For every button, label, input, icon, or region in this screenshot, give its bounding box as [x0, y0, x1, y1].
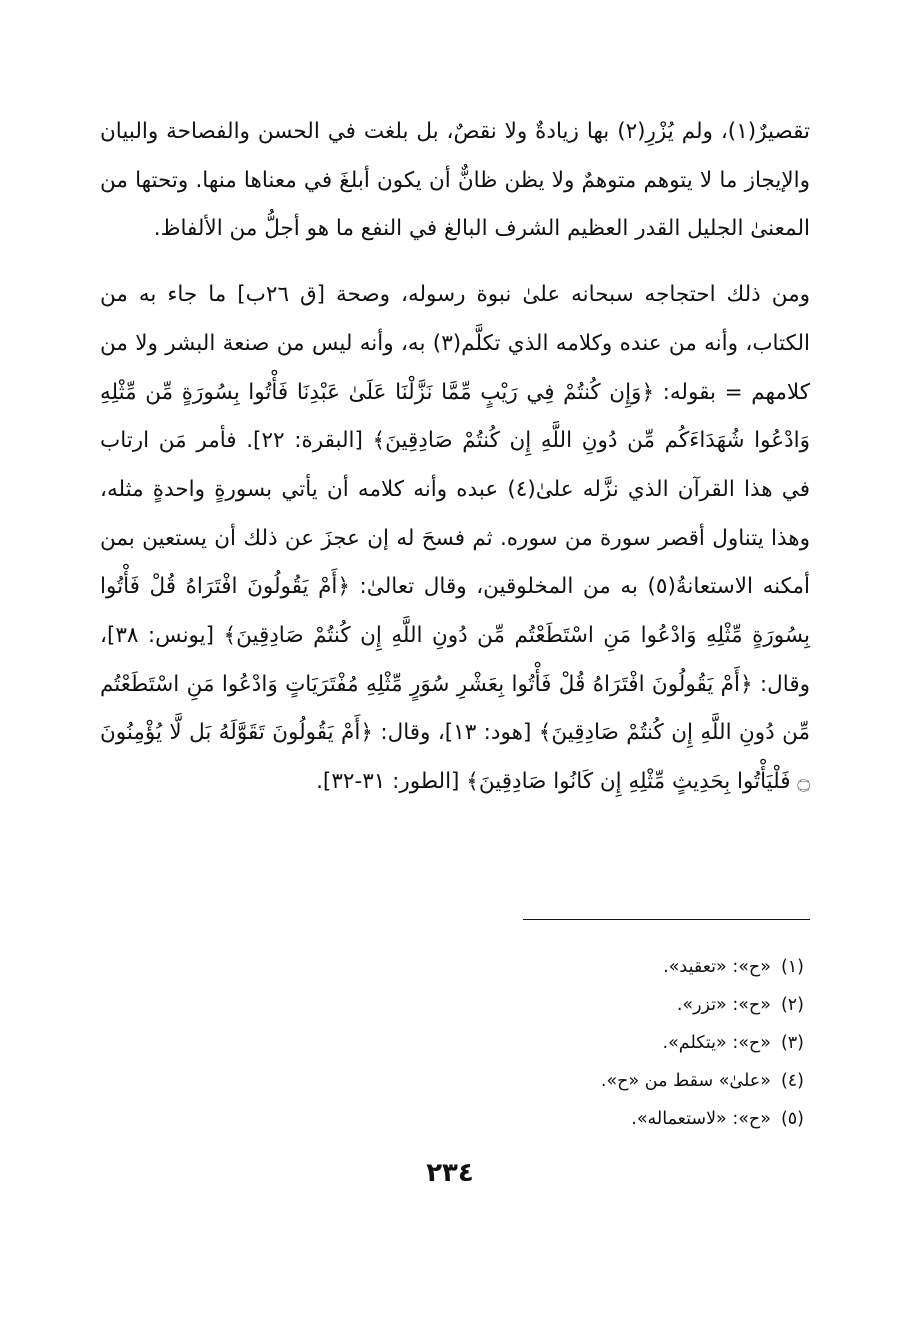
- footnote: [104, 1024, 804, 1062]
- footnotes-list: [104, 948, 804, 1138]
- footnote-number: (١): [780, 957, 804, 977]
- footnote: [104, 986, 804, 1024]
- footnote: [104, 1062, 804, 1100]
- footnote: [104, 1100, 804, 1138]
- footnote-number: (٣): [780, 1033, 804, 1053]
- page-body: [100, 108, 810, 807]
- footnote-text: «ح»: «تعقيد».: [663, 957, 771, 977]
- footnote-text: «علىٰ» سقط من «ح».: [600, 1071, 771, 1091]
- footnote-number: (٢): [780, 995, 804, 1015]
- footnote-text: «ح»: «تزر».: [676, 995, 771, 1015]
- body-paragraph-1: تقصيرٌ(١)، ولم يُزْرِ(٢) بها زيادةٌ ولا نقصٌ، بل بلغت في الحسن والفصاحة والبيان والإيجاز ما لا يتوهم متوهمٌ ولا يظن ظانٌّ أن يكون أبلغَ في معناها منها. وتحتها من المعنىٰ الجليل القدر العظيم الشرف البالغ في النفع ما هو أجلُّ من الألفاظ.: [100, 119, 810, 242]
- footnote-separator: [523, 919, 810, 920]
- footnote-number: (٥): [780, 1109, 804, 1129]
- footnote-text: «ح»: «يتكلم».: [662, 1033, 771, 1053]
- footnote-text: «ح»: «لاستعماله».: [631, 1109, 771, 1129]
- footnote: [104, 948, 804, 986]
- page-number: ٢٣٤: [426, 1158, 474, 1188]
- footnote-number: (٤): [780, 1071, 804, 1091]
- body-paragraph-2: ومن ذلك احتجاجه سبحانه علىٰ نبوة رسوله، وصحة [ق ٢٦ب] ما جاء به من الكتاب، وأنه من عنده وكلامه الذي تكلَّم(٣) به، وأنه ليس من صنعة البشر ولا من كلامهم = بقوله: ﴿وَإِن كُنتُمْ فِي رَيْبٍ مِّمَّا نَزَّلْنَا عَلَىٰ عَبْدِنَا فَأْتُوا بِسُورَةٍ مِّن مِّثْلِهِ وَادْعُوا شُهَدَاءَكُم مِّن دُونِ اللَّهِ إِن كُنتُمْ صَادِقِينَ﴾ [البقرة: ٢٢]. فأمر مَن ارتاب في هذا القرآن الذي نزَّله علىٰ(٤) عبده وأنه كلامه أن يأتي بسورةٍ واحدةٍ مثله، وهذا يتناول أقصر سورة من سوره. ثم فسحَ له إن عجزَ عن ذلك أن يستعين بمن أمكنه الاستعانةُ(٥) به من المخلوقين، وقال تعالىٰ: ﴿أَمْ يَقُولُونَ افْتَرَاهُ قُلْ فَأْتُوا بِسُورَةٍ مِّثْلِهِ وَادْعُوا مَنِ اسْتَطَعْتُم مِّن دُونِ اللَّهِ إِن كُنتُمْ صَادِقِينَ﴾ [يونس: ٣٨]، وقال: ﴿أَمْ يَقُولُونَ افْتَرَاهُ قُلْ فَأْتُوا بِعَشْرِ سُوَرٍ مِّثْلِهِ مُفْتَرَيَاتٍ وَادْعُوا مَنِ اسْتَطَعْتُم مِّن دُونِ اللَّهِ إِن كُنتُمْ صَادِقِينَ﴾ [هود: ١٣]، وقال: ﴿أَمْ يَقُولُونَ تَقَوَّلَهُ بَل لَّا يُؤْمِنُونَ ۝ فَلْيَأْتُوا بِحَدِيثٍ مِّثْلِهِ إِن كَانُوا صَادِقِينَ﴾ [الطور: ٣١-٣٢].: [100, 282, 811, 795]
